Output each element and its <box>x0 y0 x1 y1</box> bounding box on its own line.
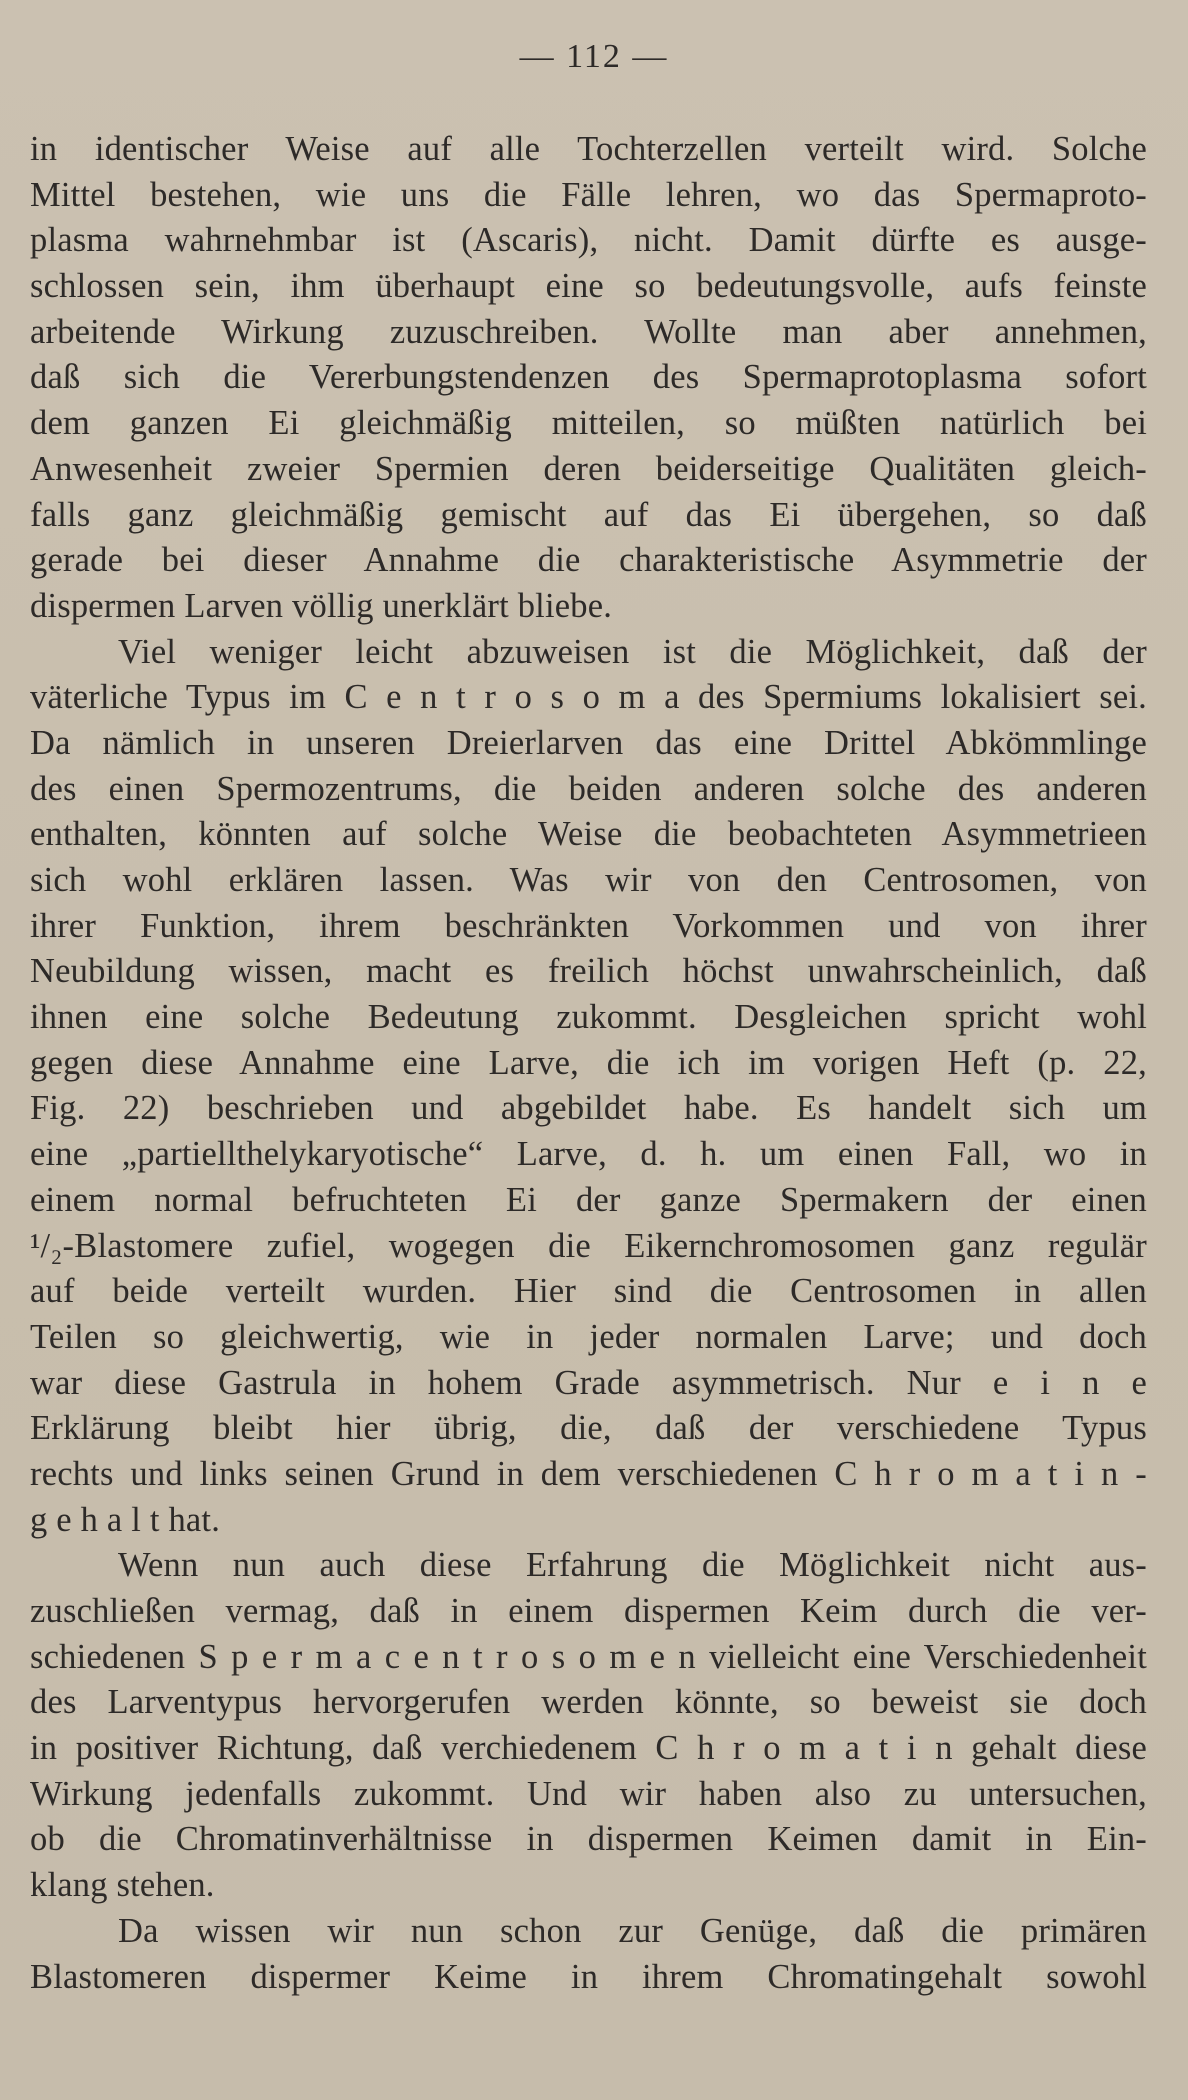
text-line: klang stehen. <box>30 1866 215 1905</box>
text-line: auf beide verteilt wurden. Hier sind die Centrosomen in allen <box>30 1272 1147 1311</box>
text-line: Neubildung wissen, macht es freilich höchst unwahrscheinlich, daß <box>30 952 1147 991</box>
body-text <box>30 127 1147 2000</box>
text-line: enthalten, könnten auf solche Weise die beobachteten Asymmetrieen <box>30 815 1147 854</box>
text-line: dispermen Larven völlig unerklärt bliebe. <box>30 586 613 625</box>
text-line: Mittel bestehen, wie uns die Fälle lehren, wo das Spermaproto- <box>30 175 1147 214</box>
page-number: — 112 — <box>519 38 669 75</box>
text-line: falls ganz gleichmäßig gemischt auf das Ei übergehen, so daß <box>30 495 1147 534</box>
text-line: in positiver Richtung, daß verchiedenem C h r o m a t i n gehalt diese <box>30 1729 1147 1768</box>
text-line: ¹/₂-Blastomere zufiel, wogegen die Eikernchromosomen ganz regulär <box>30 1226 1147 1265</box>
text-line: dem ganzen Ei gleichmäßig mitteilen, so müßten natürlich bei <box>30 404 1147 443</box>
text-line: schiedenen S p e r m a c e n t r o s o m e n vielleicht eine Verschiedenheit <box>30 1637 1147 1676</box>
text-line: einem normal befruchteten Ei der ganze Spermakern der einen <box>30 1180 1147 1219</box>
text-line: Da nämlich in unseren Dreierlarven das eine Drittel Abkömmlinge <box>30 723 1147 762</box>
text-line: Teilen so gleichwertig, wie in jeder normalen Larve; und doch <box>30 1317 1147 1356</box>
text-line: rechts und links seinen Grund in dem verschiedenen C h r o m a t i n - <box>30 1454 1147 1493</box>
text-line: zuschließen vermag, daß in einem dispermen Keim durch die ver- <box>30 1592 1147 1630</box>
text-line: arbeitende Wirkung zuzuschreiben. Wollte man aber annehmen, <box>30 312 1147 351</box>
text-line: g e h a l t hat. <box>30 1500 221 1539</box>
text-line: Fig. 22) beschrieben und abgebildet habe. Es handelt sich um <box>30 1089 1147 1128</box>
text-line: ihrer Funktion, ihrem beschränkten Vorkommen und von ihrer <box>30 906 1147 945</box>
text-line: gegen diese Annahme eine Larve, die ich im vorigen Heft (p. 22, <box>30 1043 1147 1082</box>
text-line: des Larventypus hervorgerufen werden könnte, so beweist sie doch <box>30 1683 1147 1722</box>
text-line: ihnen eine solche Bedeutung zukommt. Desgleichen spricht wohl <box>30 998 1147 1037</box>
text-line: war diese Gastrula in hohem Grade asymmetrisch. Nur e i n e <box>30 1363 1147 1402</box>
text-line: daß sich die Vererbungstendenzen des Spermaprotoplasma sofort <box>30 358 1147 397</box>
text-line: ob die Chromatinverhältnisse in dispermen Keimen damit in Ein- <box>30 1820 1147 1859</box>
text-line: Wirkung jedenfalls zukommt. Und wir haben also zu untersuchen, <box>30 1774 1147 1813</box>
text-line: väterliche Typus im C e n t r o s o m a des Spermiums lokalisiert sei. <box>30 678 1147 717</box>
text-line: schlossen sein, ihm überhaupt eine so bedeutungsvolle, aufs feinste <box>30 267 1147 306</box>
text-line: Da wissen wir nun schon zur Genüge, daß die primären <box>118 1911 1147 1950</box>
text-line: des einen Spermozentrums, die beiden anderen solche des anderen <box>30 769 1147 808</box>
text-line: eine „partiellthelykaryotische“ Larve, d. h. um einen Fall, wo in <box>30 1135 1147 1174</box>
text-line: plasma wahrnehmbar ist (Ascaris), nicht. Damit dürfte es ausge- <box>30 221 1147 260</box>
text-line: Wenn nun auch diese Erfahrung die Möglichkeit nicht aus- <box>118 1546 1147 1585</box>
text-line: gerade bei dieser Annahme die charakteristische Asymmetrie der <box>30 541 1147 580</box>
text-line: Erklärung bleibt hier übrig, die, daß der verschiedene Typus <box>30 1409 1147 1448</box>
text-line: Viel weniger leicht abzuweisen ist die Möglichkeit, daß der <box>118 632 1147 671</box>
text-line: sich wohl erklären lassen. Was wir von den Centrosomen, von <box>30 861 1147 899</box>
text-line: in identischer Weise auf alle Tochterzellen verteilt wird. Solche <box>30 130 1147 168</box>
text-line: Anwesenheit zweier Spermien deren beiderseitige Qualitäten gleich- <box>30 449 1147 488</box>
text-line: Blastomeren dispermer Keime in ihrem Chromatingehalt sowohl <box>30 1957 1147 1996</box>
